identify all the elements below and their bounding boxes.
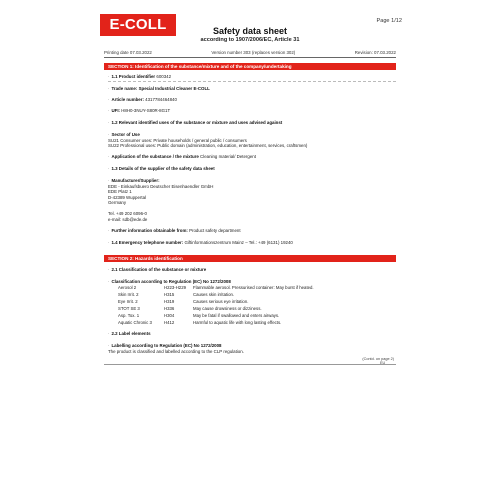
version-number: Version number 303 (replaces version 302) [211, 50, 296, 55]
address-line: D-42389 Wuppertal [108, 194, 146, 200]
footer-divider [104, 364, 396, 365]
classification-row: Eye Irrit. 2 H319 Causes serious eye irritation. [118, 299, 249, 304]
footer-mark: EU [380, 361, 386, 365]
section-2-heading: SECTION 2: Hazards identification [104, 255, 396, 262]
supplier-details: · 1.3 Details of the supplier of the safety data sheet [108, 166, 215, 171]
classification-heading: · 2.1 Classification of the substance or mixture [108, 267, 207, 272]
continued-note: (Contd. on page 2) [362, 357, 394, 361]
document-title: Safety data sheet [212, 26, 288, 36]
classification-row: STOT SE 3 H336 May cause drowsiness or dizziness. [118, 306, 262, 311]
section-1-heading: SECTION 1: Identification of the substance/mixture and of the company/undertaking [104, 63, 396, 70]
article-number: · Article number: 4317784464840 [108, 97, 177, 102]
sector-su21: SU21 Consumer uses: Private households / general public / consumers [108, 137, 247, 143]
ufi: · UFI: H8H0-3NUY-S80R-8G1T [108, 108, 171, 113]
address-line: Germany [108, 200, 127, 205]
emergency-telephone: · 1.4 Emergency telephone number: Giftinformationszentrum Mainz – Tel.: +49 (6131) 19240 [108, 240, 293, 245]
further-information: · Further information obtainable from: Product safety department [108, 228, 241, 233]
sector-su22: SU22 Professional uses: Public domain (administration, education, entertainment, services, craftsmen) [108, 143, 308, 148]
label-elements: · 2.2 Label elements [108, 331, 151, 336]
telephone: Tel. +49 202 6096-0 [108, 211, 147, 216]
row-divider [108, 81, 396, 82]
trade-name: · Trade name: Special Industrial Cleaner E-COLL [108, 86, 210, 91]
email: e-mail: sdb@ede.de [108, 216, 148, 222]
header-divider [104, 57, 396, 58]
application: · Application of the substance / the mixture Cleaning material/ Detergent [108, 154, 256, 159]
classification-row: Aerosol 2 H223-H229 Flammable aerosol. Pressurised container: May burst if heated. [118, 285, 314, 290]
address-line: EDE Platz 1 [108, 189, 132, 194]
labelling-label: · Labelling according to Regulation (EC) No 1272/2008 [108, 343, 222, 348]
document-meta [104, 50, 396, 55]
page-number: Page 1/12 [376, 18, 402, 24]
relevant-uses: · 1.2 Relevant identified uses of the substance or mixture and uses advised against [108, 120, 283, 125]
regulation-label: · Classification according to Regulation (EC) No 1272/2008 [108, 279, 231, 284]
sector-of-use-label: · Sector of Use [108, 132, 140, 137]
e-coll-logo: E-COLL [100, 14, 176, 36]
labelling-text: The product is classified and labelled according to the CLP regulation. [108, 349, 244, 354]
product-identifier: · 1.1 Product identifier 600342 [108, 74, 172, 79]
classification-row: Skin Irrit. 2 H315 Causes skin irritation. [118, 292, 235, 297]
printing-date: Printing date 07.03.2022 [104, 50, 152, 55]
revision-date: Revision: 07.03.2022 [354, 50, 396, 55]
manufacturer-label: · Manufacturer/Supplier: [108, 178, 160, 183]
classification-row: Asp. Tox. 1 H304 May be fatal if swallowed and enters airways. [118, 313, 280, 318]
document-subtitle: according to 1907/2006/EC, Article 31 [200, 37, 300, 43]
address-line: EDE - Einkaufsbuero Deutscher Eisenhaendler GmbH [108, 183, 214, 189]
classification-row: Aquatic Chronic 3 H412 Harmful to aquatic life with long lasting effects. [118, 320, 282, 325]
